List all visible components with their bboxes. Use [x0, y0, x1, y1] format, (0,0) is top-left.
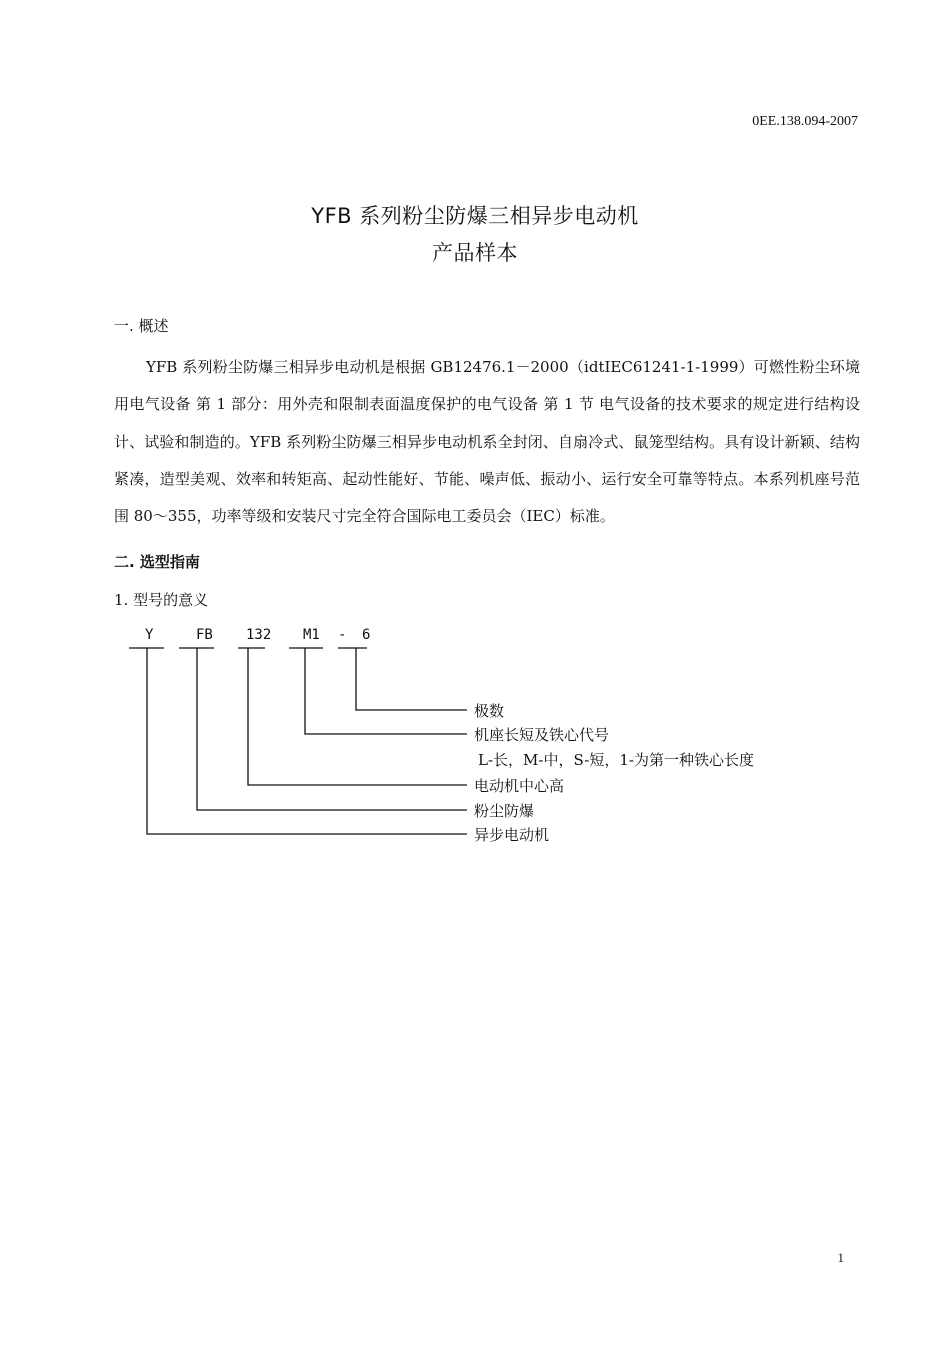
document-code: 0EE.138.094-2007 — [752, 114, 858, 129]
document-subtitle: 产品样本 — [432, 241, 518, 265]
legend-poles: 极数 — [474, 702, 505, 720]
model-part-y: Y — [145, 627, 154, 643]
page-number: 1 — [837, 1250, 844, 1265]
model-part-frame-height: 132 — [246, 627, 272, 643]
legend-frame-length-note: L-长，M-中，S-短，1-为第一种铁心长度 — [478, 751, 754, 769]
leader-async-motor — [147, 648, 467, 834]
leader-frame-length — [305, 648, 467, 734]
section-heading-overview: 一. 概述 — [114, 317, 169, 335]
model-part-frame-length: M1 — [303, 627, 320, 643]
document-title: YFB 系列粉尘防爆三相异步电动机 — [311, 204, 639, 228]
section-heading-selection-guide: 二. 选型指南 — [114, 553, 200, 571]
subheading-model-meaning: 1. 型号的意义 — [114, 591, 209, 609]
model-part-fb: FB — [196, 627, 213, 643]
legend-center-height: 电动机中心高 — [474, 777, 565, 795]
legend-async-motor: 异步电动机 — [474, 826, 550, 844]
model-part-dash: - — [338, 627, 347, 643]
legend-dust-explosion: 粉尘防爆 — [474, 802, 535, 820]
legend-frame-length: 机座长短及铁心代号 — [474, 726, 610, 744]
leader-dust-explosion — [197, 648, 467, 810]
leader-frame-height — [248, 648, 467, 785]
model-part-poles: 6 — [362, 627, 371, 643]
leader-poles — [356, 648, 467, 710]
overview-paragraph: YFB 系列粉尘防爆三相异步电动机是根据 GB12476.1－2000（idtIEC61241-1-1999）可燃性粉尘环境用电气设备 第 1 部分：用外壳和限制表面温度保护的电气设备 第 1 节 电气设备的技术要求的规定进行结构设计、试验和制造的。YFB 系列粉尘防爆三相异步电动机系全封闭、自扇冷式、鼠笼型结构。具有设计新颖、结构紧凑，造型美观、效率和转矩高、起动性能好、节能、噪声低、振动小、运行安全可靠等特点。本系列机座号范围 80～355，功率等级和安装尺寸完全符合国际电工委员会（IEC）标准。 — [114, 358, 860, 526]
